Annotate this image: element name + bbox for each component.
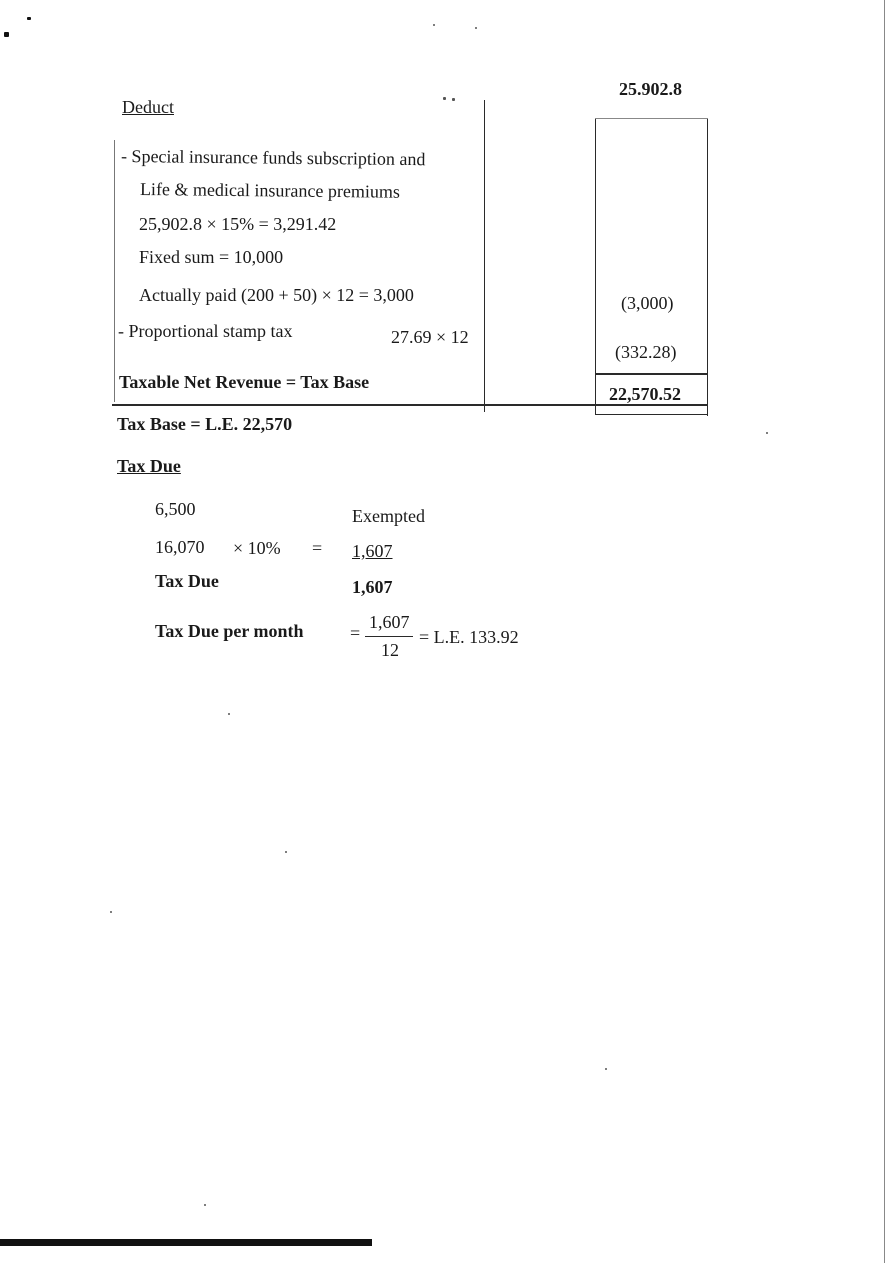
scan-speck [110,911,112,913]
insurance-fixed-sum: Fixed sum = 10,000 [139,247,284,267]
tax-base-line: Tax Base = L.E. 22,570 [117,414,293,434]
scan-bottom-bar [0,1239,372,1246]
stamp-tax-amount: (332.28) [615,342,677,362]
tax-due-total-value: 1,607 [352,577,393,597]
scan-speck [27,17,31,20]
scan-speck [475,27,477,29]
table-left-border [114,140,115,402]
table-top-rule [595,118,708,119]
table-column-divider-1 [484,100,485,412]
stamp-tax-calc: 27.69 × 12 [391,327,469,347]
monthly-numerator: 1,607 [369,612,410,632]
tax-due-heading: Tax Due [117,456,181,476]
insurance-item-line2: Life & medical insurance premiums [139,179,401,202]
monthly-result: = L.E. 133.92 [419,627,519,647]
insurance-deduction-amount: (3,000) [621,293,674,313]
fraction-bar [365,636,413,637]
taxable-amount: 16,070 [155,537,205,557]
scan-speck [452,98,455,101]
insurance-actually-paid: Actually paid (200 + 50) × 12 = 3,000 [139,285,414,305]
monthly-denominator: 12 [381,640,399,660]
tax-rate-equals: = [312,538,323,558]
scan-speck [766,432,768,434]
scan-speck [433,24,435,26]
scan-speck [228,713,230,715]
monthly-equals-sign: = [350,623,361,643]
exempt-amount: 6,500 [155,499,196,519]
stamp-tax-label: - Proportional stamp tax [118,321,293,341]
top-total-value: 25.902.8 [619,79,682,99]
scan-speck [204,1204,206,1206]
tax-due-total-label: Tax Due [155,571,219,591]
exempt-result: Exempted [352,506,425,526]
tax-due-per-month-label: Tax Due per month [155,621,304,641]
tax-computed-result: 1,607 [352,541,393,561]
net-revenue-amount: 22,570.52 [609,384,681,404]
scan-edge-line [884,0,885,1263]
deduct-label: Deduct [122,97,174,117]
tax-rate: × 10% [233,538,281,558]
scan-speck [443,97,446,100]
insurance-percentage-calc: 25,902.8 × 15% = 3,291.42 [139,214,337,234]
scan-speck [4,32,9,37]
table-right-border [707,118,708,416]
insurance-item-line1: - Special insurance funds subscription and [120,146,426,170]
net-revenue-label: Taxable Net Revenue = Tax Base [119,372,370,392]
net-total-top-rule [595,373,708,375]
scan-speck [605,1068,607,1070]
net-total-bottom-rule [595,414,708,415]
table-column-divider-2 [595,118,596,414]
scan-speck [285,851,287,853]
